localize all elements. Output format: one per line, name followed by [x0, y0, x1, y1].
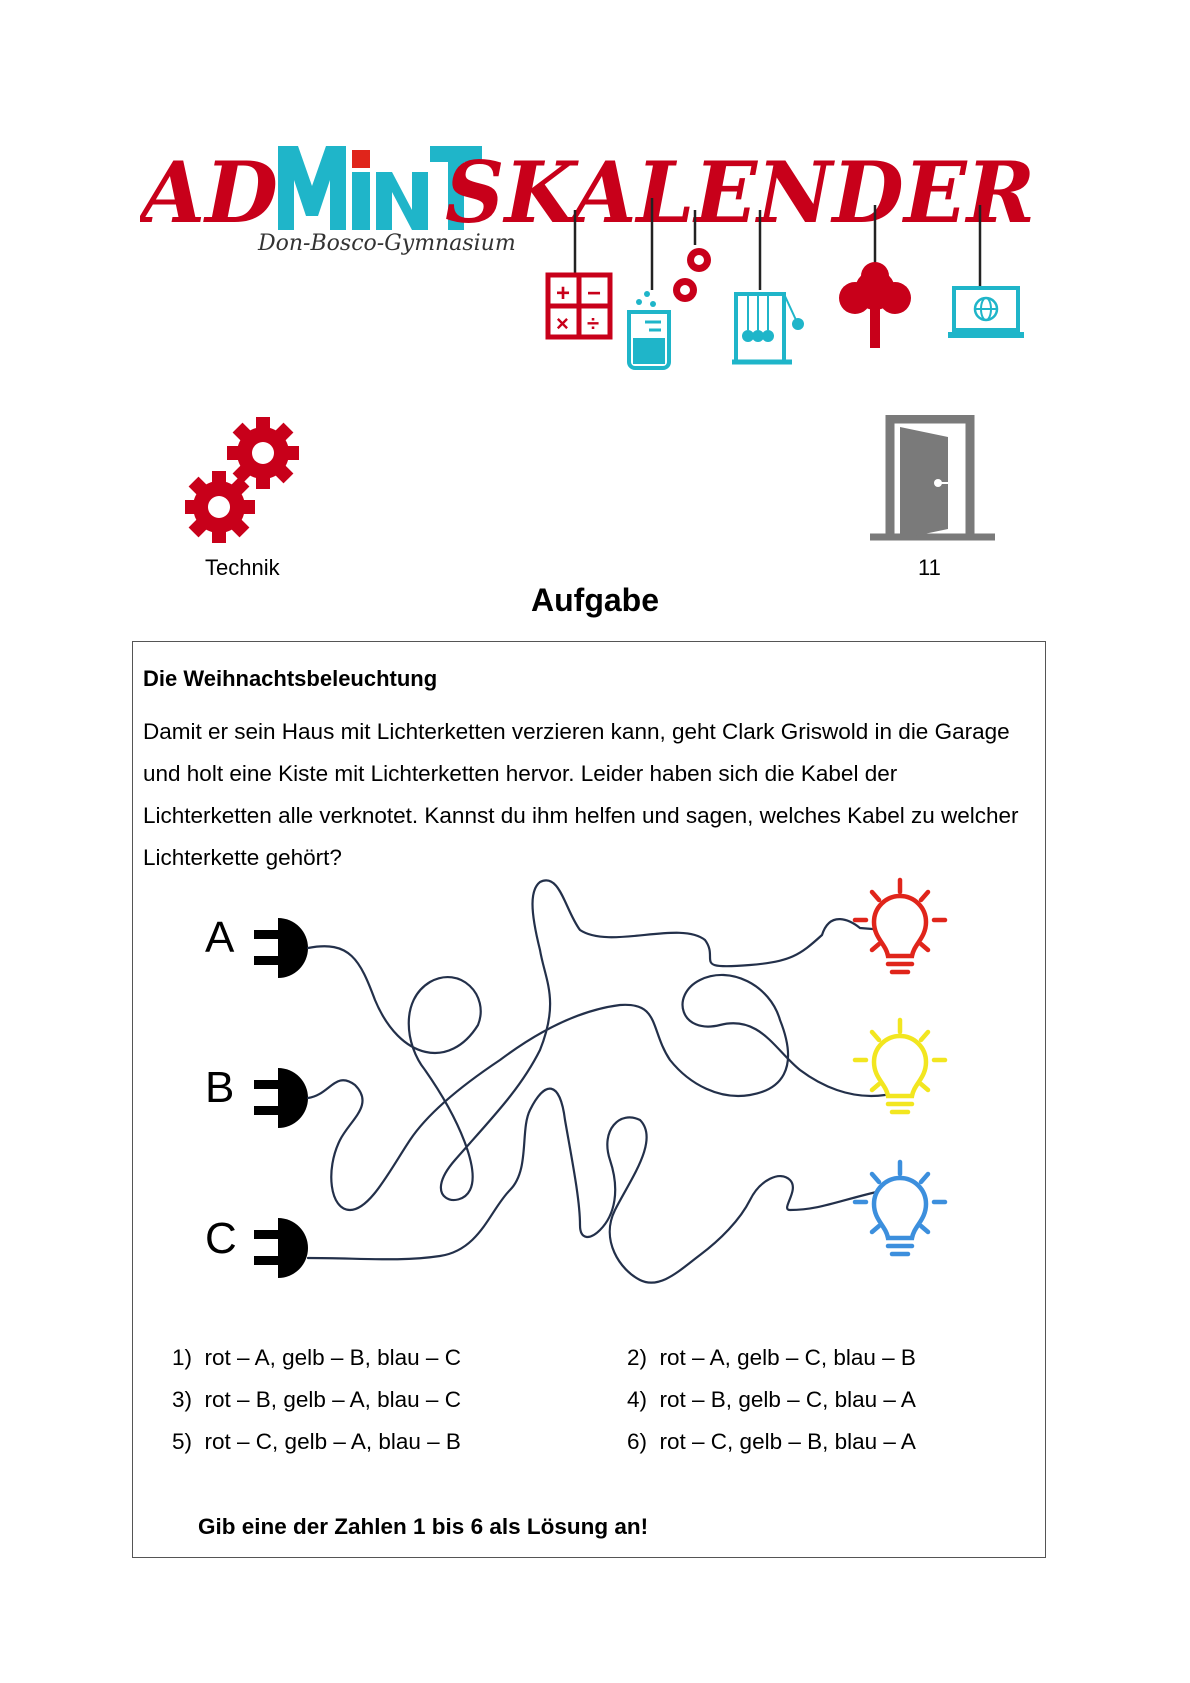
cable-a — [308, 880, 885, 1200]
calculator-icon — [548, 275, 610, 337]
tree-icon — [839, 262, 911, 348]
option-3: 3) rot – B, gelb – A, blau – C — [172, 1387, 461, 1412]
svg-text:AD: AD — [140, 143, 279, 242]
day-number: 11 — [918, 555, 941, 580]
plug-b — [205, 1063, 308, 1128]
laptop-globe-icon — [948, 288, 1024, 338]
svg-text:−: − — [587, 280, 602, 307]
svg-text:SKALENDER: SKALENDER — [445, 143, 1035, 242]
bulb-yellow-icon — [855, 1020, 945, 1112]
technik-gears-icon — [185, 415, 305, 545]
category-label: Technik — [205, 555, 280, 580]
bulb-blue-icon — [855, 1162, 945, 1254]
task-text: Damit er sein Haus mit Lichterketten verzieren kann, geht Clark Griswold in die Garage und holt eine Kiste mit Lichterketten hervor. Leider haben sich die Kabel der Lichterketten alle verknotet. Kannst du ihm helfen und sagen, welches Kabel zu welcher Lichterkette gehört? — [143, 719, 1019, 870]
bulb-red-icon — [855, 880, 945, 972]
cable-c — [308, 1089, 885, 1283]
option-4: 4) rot – B, gelb – C, blau – A — [627, 1387, 916, 1412]
logo-lettering — [140, 143, 1035, 256]
svg-text:Don-Bosco-Gymnasium: Don-Bosco-Gymnasium — [258, 231, 516, 256]
task-title: Die Weihnachtsbeleuchtung — [143, 666, 438, 691]
admints-kalender-logo — [140, 130, 1060, 390]
answer-instruction: Gib eine der Zahlen 1 bis 6 als Lösung an! — [198, 1514, 649, 1539]
svg-text:B: B — [205, 1063, 235, 1112]
plug-c — [205, 1214, 308, 1278]
option-2: 2) rot – A, gelb – C, blau – B — [627, 1345, 916, 1370]
page-heading: Aufgabe — [531, 582, 659, 618]
svg-text:C: C — [205, 1214, 237, 1263]
newtons-cradle-icon — [732, 294, 804, 362]
plug-a — [205, 913, 308, 978]
option-1: 1) rot – A, gelb – B, blau – C — [172, 1345, 461, 1370]
option-6: 6) rot – C, gelb – B, blau – A — [627, 1429, 916, 1454]
svg-text:A: A — [205, 913, 235, 962]
beaker-icon — [629, 291, 669, 368]
gears-icon — [673, 248, 711, 302]
svg-text:÷: ÷ — [587, 311, 600, 336]
svg-text:×: × — [556, 311, 569, 336]
svg-text:+: + — [556, 280, 571, 307]
option-5: 5) rot – C, gelb – A, blau – B — [172, 1429, 461, 1454]
cable-b — [308, 975, 885, 1210]
door-icon — [870, 415, 995, 545]
tangled-cables-puzzle — [160, 870, 1010, 1315]
